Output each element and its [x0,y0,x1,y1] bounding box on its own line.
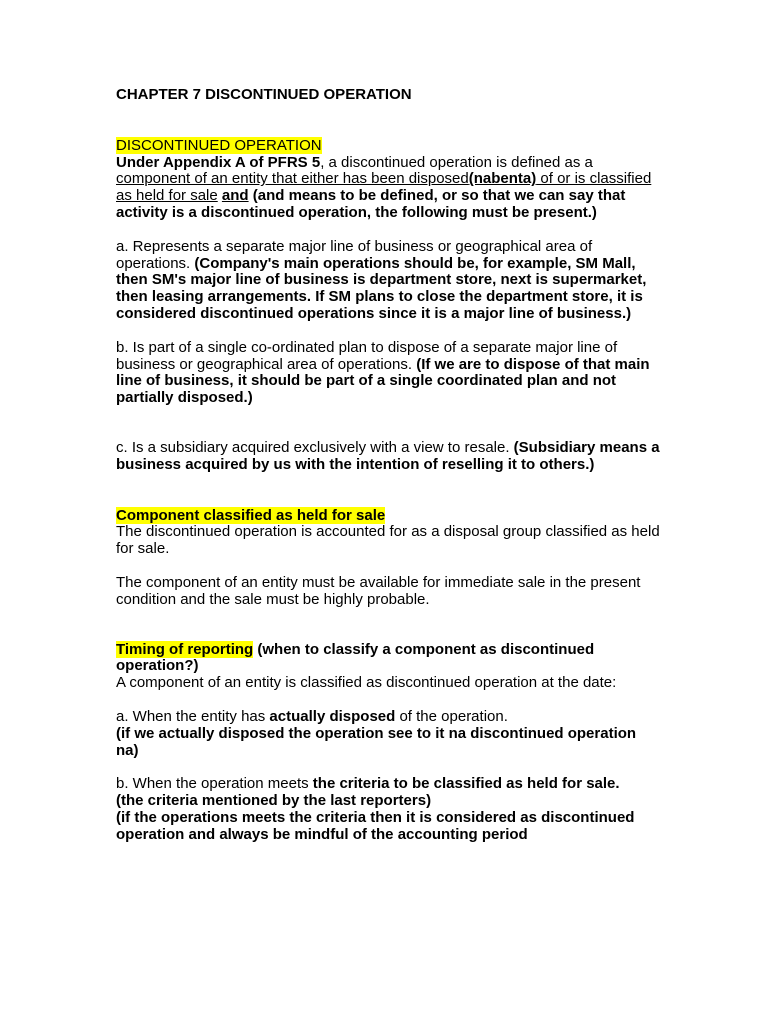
timing-b [116,776,661,793]
timing-b-note-1: (the criteria mentioned by the last reporters) [116,792,432,810]
highlighted-heading: Timing of reporting [116,640,254,658]
bold-phrase: the criteria to be classified as held for sale. [312,775,620,793]
section-held-for-sale-heading [116,508,661,525]
bold-phrase: (and means to be defined, or so that we can say that activity is a discontinued operation, the following must be present.) [116,187,626,221]
text-run: , a discontinued operation is defined as a [320,153,593,171]
text-run: a. When the entity has [116,707,270,725]
bold-phrase: Under Appendix A of PFRS 5 [116,153,321,171]
definition-paragraph [116,155,661,222]
text-run: a. Represents a separate major line of business or geographical area of operations. [116,237,593,272]
timing-intro: A component of an entity is classified as discontinued operation at the date: [116,674,617,692]
underlined-phrase: component of an entity that either has been disposed [116,170,469,188]
text-run: c. Is a subsidiary acquired exclusively with a view to resale. [116,438,514,456]
held-for-sale-paragraph-1: The discontinued operation is accounted for as a disposal group classified as held for sale. [116,523,660,558]
highlighted-heading: DISCONTINUED OPERATION [116,136,322,154]
bold-phrase: (Company's main operations should be, for example, SM Mall, then SM's major line of business is department store, next is supermarket, then leasing arrangements. If SM plans to close the department store, it is considered discontinued operations since it is a major line of business.) [116,254,647,322]
timing-b-note-2: (if the operations meets the criteria then it is considered as discontinued operation and always be mindful of the accounting period [116,808,635,843]
underlined-bold-phrase: (nabenta) [468,170,537,188]
text-run: of the operation. [395,707,508,725]
bold-phrase: (Subsidiary means a business acquired by us with the intention of reselling it to others.) [116,438,660,473]
bold-phrase: (when to classify a component as discontinued operation?) [116,640,595,675]
criterion-b [116,340,661,407]
timing-a [116,709,661,726]
held-for-sale-paragraph-2: The component of an entity must be available for immediate sale in the present condition and the sale must be highly probable. [116,573,641,608]
bold-phrase: (If we are to dispose of that main line of business, it should be part of a single coordinated plan and not partially disposed.) [116,355,650,407]
criterion-c [116,440,661,474]
document-body [116,87,661,844]
text-run: b. When the operation meets [116,775,313,793]
criterion-a [116,239,661,323]
text-run: b. Is part of a single co-ordinated plan to dispose of a separate major line of business or geographical area of operations. [116,338,618,373]
underlined-phrase: of or is classified as held for sale [116,170,652,205]
underlined-bold-phrase: and [221,187,249,205]
timing-a-note: (if we actually disposed the operation see to it na discontinued operation na) [116,724,637,759]
bold-phrase: actually disposed [269,707,396,725]
section-discontinued-operation-heading [116,138,661,155]
chapter-title: CHAPTER 7 DISCONTINUED OPERATION [116,86,412,103]
section-timing-heading [116,642,661,676]
highlighted-heading: Component classified as held for sale [116,506,386,524]
